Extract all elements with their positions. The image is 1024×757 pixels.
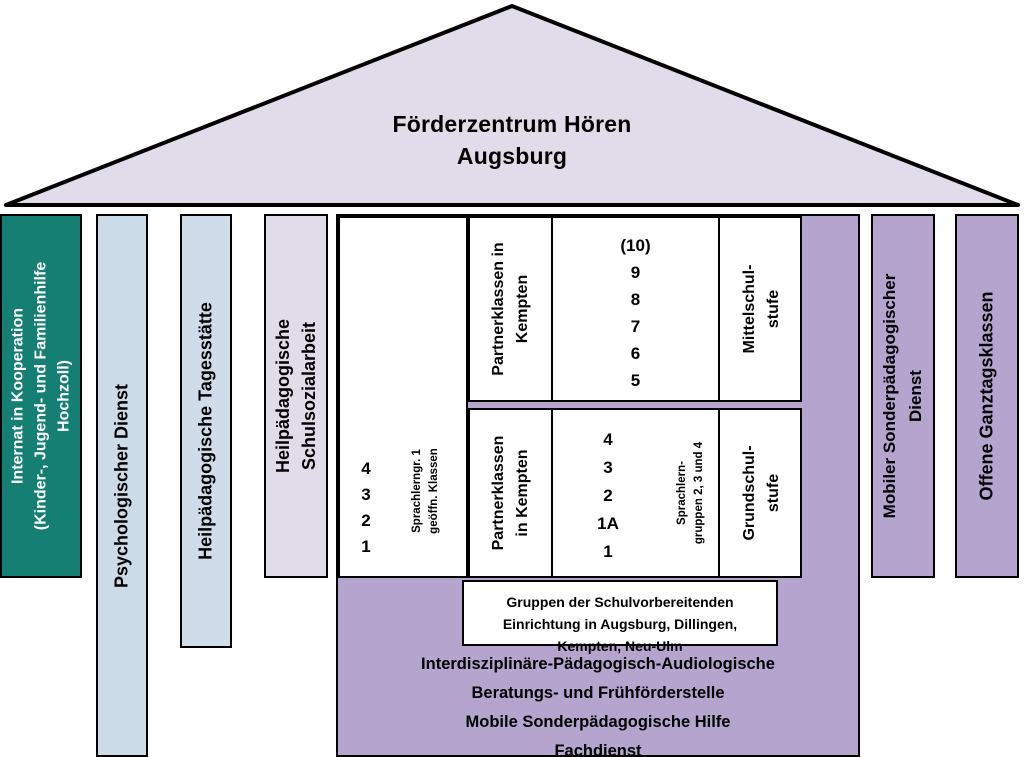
column-internat[interactable] — [0, 214, 82, 578]
foot-line3: Mobile Sonderpädagogische Hilfe — [465, 713, 731, 731]
left-number-2: 2 — [361, 511, 371, 530]
ms-number-8: 8 — [630, 290, 641, 309]
mobiler-line2: Dienst — [906, 370, 925, 422]
ms-number-10: (10) — [620, 236, 651, 255]
column-mobiler-sonderpaedagogischer-dienst[interactable] — [871, 214, 935, 578]
left-number-1: 1 — [361, 537, 371, 556]
diagram-title — [0, 108, 1024, 172]
gs-vertical-line2: gruppen 2, 3 und 4 — [693, 441, 705, 545]
sve-line3: Kempten, Neu-Ulm — [557, 638, 683, 654]
grundschule-vertical-label — [663, 418, 719, 568]
gs-number-2: 2 — [603, 486, 613, 505]
psych-label: Psychologischer Dienst — [111, 383, 132, 588]
schulsozial-line2: Schulsozialarbeit — [299, 321, 319, 471]
foot-line2: Beratungs- und Frühförderstelle — [471, 684, 725, 702]
school-left-vertical-label — [396, 416, 456, 566]
sve-line1: Gruppen der Schulvorbereitenden — [506, 594, 734, 610]
ms-label-line2: stufe — [765, 289, 782, 329]
gs-vertical-line1: Sprachlern- — [676, 461, 688, 525]
partner-upper-line2: Kempten — [513, 274, 531, 344]
mittelschule-block — [468, 216, 802, 402]
sve-block — [462, 580, 778, 654]
gs-label-line2: stufe — [765, 473, 782, 513]
column-heilpaedagogische-tagesstaette[interactable] — [180, 214, 232, 648]
internat-line2: (Kinder-, Jugend- und Familienhilfe — [32, 261, 50, 531]
school-left-numbers — [350, 456, 382, 560]
sve-text — [464, 591, 776, 657]
internat-line3: Hochzoll) — [55, 360, 73, 433]
left-number-3: 3 — [361, 485, 371, 504]
ms-label-line1: Mittelschul- — [741, 264, 758, 354]
left-vertical-line1: Sprachlerngr. 1 — [411, 449, 423, 533]
ms-number-7: 7 — [630, 317, 641, 336]
gs-number-1: 1 — [603, 542, 613, 561]
column-heilpaedagogische-schulsozialarbeit[interactable] — [264, 214, 328, 578]
mittelschule-numbers — [553, 232, 718, 394]
partner-lower-line2: in Kempten — [513, 449, 531, 537]
ganztag-label: Offene Ganztagsklassen — [976, 291, 997, 501]
partnerklassen-kempten-lower — [470, 410, 551, 576]
left-number-4: 4 — [361, 459, 371, 478]
partner-upper-line1: Partnerklassen in — [489, 242, 507, 376]
internat-line1: Internat in Kooperation — [9, 308, 27, 485]
tagesstaette-label: Heilpädagogische Tagesstätte — [195, 302, 216, 560]
gs-number-4: 4 — [603, 430, 613, 449]
grundschule-block — [468, 408, 802, 578]
gs-number-3: 3 — [603, 458, 613, 477]
grundschulstufe-label — [720, 410, 804, 576]
footer-services-text — [336, 650, 860, 757]
mobiler-line1: Mobiler Sonderpädagogischer — [880, 273, 899, 519]
school-left-white-block — [338, 216, 468, 578]
column-offene-ganztagsklassen[interactable] — [955, 214, 1019, 578]
foot-line4: Fachdienst — [554, 742, 642, 757]
gs-label-line1: Grundschul- — [741, 445, 758, 541]
schulsozial-line1: Heilpädagogische — [273, 318, 293, 474]
roof-title-line1: Förderzentrum Hören — [392, 111, 632, 137]
mittelschulstufe-label — [720, 218, 804, 400]
ms-number-6: 6 — [630, 344, 641, 363]
sve-line2: Einrichtung in Augsburg, Dillingen, — [502, 616, 738, 632]
grundschule-numbers — [553, 426, 663, 566]
gs-number-1a: 1A — [597, 514, 619, 533]
partner-lower-line1: Partnerklassen — [489, 435, 507, 551]
foot-line1: Interdisziplinäre-Pädagogisch-Audiologische — [421, 655, 775, 673]
ms-number-9: 9 — [630, 263, 641, 282]
left-vertical-line2: geöffn. Klassen — [428, 448, 440, 534]
ms-number-5: 5 — [630, 371, 641, 390]
partnerklassen-kempten-upper — [470, 218, 551, 400]
roof-title-line2: Augsburg — [456, 143, 568, 169]
column-psychologischer-dienst[interactable] — [96, 214, 148, 757]
